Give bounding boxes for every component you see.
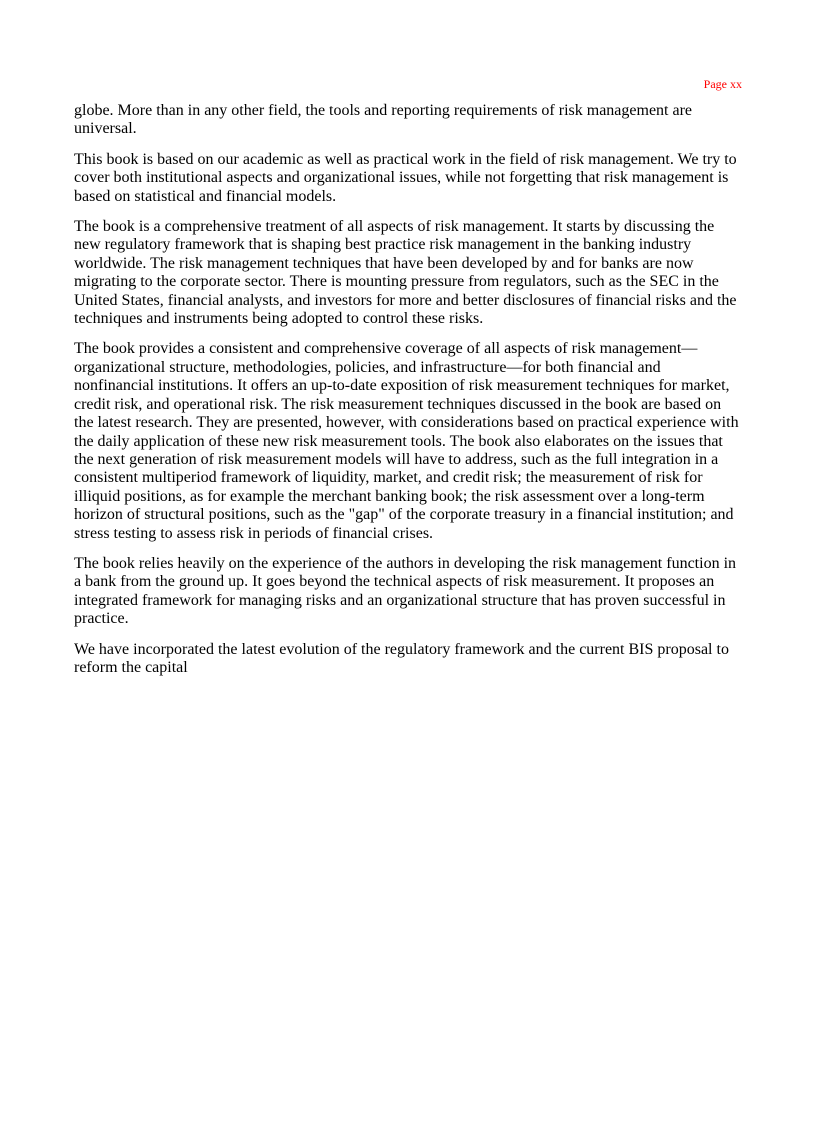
paragraph-2: This book is based on our academic as well as practical work in the field of risk management. We try to cover both institutional aspects and organizational issues, while not forgetting that risk management is based on statistical and financial models. xyxy=(74,150,737,205)
body-text xyxy=(74,102,742,689)
paragraph-4: The book provides a consistent and comprehensive coverage of all aspects of risk management—organizational structure, methodologies, policies, and infrastructure—for both financial and nonfinancial institutions. It offers an up-to-date exposition of risk measurement techniques for market, credit risk, and operational risk. The risk measurement techniques discussed in the book are based on the latest research. They are presented, however, with considerations based on practical experience with the daily application of these new risk measurement tools. The book also elaborates on the issues that the next generation of risk measurement models will have to address, such as the full integration in a consistent multiperiod framework of liquidity, market, and credit risk; the measurement of risk for illiquid positions, as for example the merchant banking book; the risk assessment over a long-term horizon of structural positions, such as the "gap" of the corporate treasury in a financial institution; and stress testing to assess risk in periods of financial crises. xyxy=(74,340,739,542)
page-number: Page xx xyxy=(703,77,742,91)
paragraph-3: The book is a comprehensive treatment of all aspects of risk management. It starts by discussing the new regulatory framework that is shaping best practice risk management in the banking industry worldwide. The risk management techniques that have been developed by and for banks are now migrating to the corporate sector. There is mounting pressure from regulators, such as the SEC in the United States, financial analysts, and investors for more and better disclosures of financial risks and the techniques and instruments being adopted to control these risks. xyxy=(74,218,737,328)
paragraph-6: We have incorporated the latest evolution of the regulatory framework and the current BIS proposal to reform the capital xyxy=(74,640,729,676)
paragraph-1: globe. More than in any other field, the tools and reporting requirements of risk management are universal. xyxy=(74,102,693,138)
paragraph-5: The book relies heavily on the experience of the authors in developing the risk management function in a bank from the ground up. It goes beyond the technical aspects of risk measurement. It proposes an integrated framework for managing risks and an organizational structure that has proven successful in practice. xyxy=(74,554,737,628)
